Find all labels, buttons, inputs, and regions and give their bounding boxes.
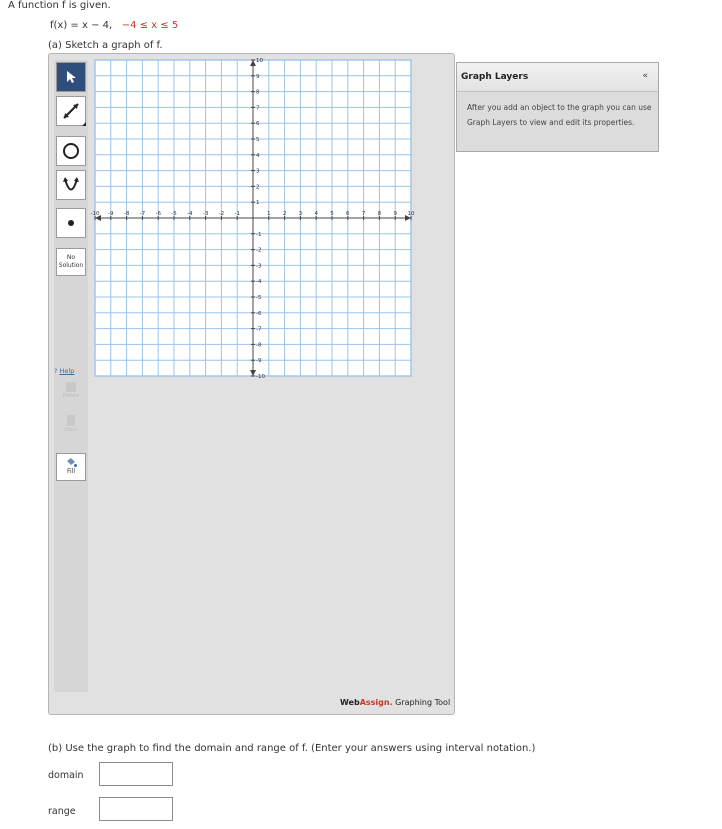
y-tick-label: 9 bbox=[256, 73, 260, 80]
fill-label: Fill bbox=[66, 468, 75, 475]
range-field[interactable] bbox=[99, 797, 173, 821]
fill-icon bbox=[65, 458, 77, 468]
help-icon: ? bbox=[54, 367, 58, 375]
y-tick-label: 2 bbox=[256, 184, 260, 191]
parabola-tool[interactable] bbox=[56, 170, 86, 200]
pointer-icon bbox=[64, 70, 78, 84]
problem-intro: A function f is given. bbox=[8, 0, 111, 11]
point-icon bbox=[66, 218, 76, 228]
circle-tool[interactable] bbox=[56, 136, 86, 166]
x-tick-label: -4 bbox=[187, 211, 193, 217]
y-tick-label: -7 bbox=[256, 326, 262, 333]
no-solution-label-1: No bbox=[66, 254, 76, 261]
webassign-logo bbox=[340, 698, 450, 707]
y-tick-label: -4 bbox=[256, 279, 262, 286]
fill-button[interactable] bbox=[56, 453, 86, 481]
y-tick-label: 3 bbox=[256, 168, 260, 175]
y-tick-label: -3 bbox=[256, 263, 262, 270]
graph-canvas[interactable] bbox=[90, 58, 415, 380]
x-tick-label: 7 bbox=[361, 211, 366, 217]
x-tick-label: -3 bbox=[202, 211, 209, 217]
function-definition bbox=[50, 20, 178, 31]
y-tick-label: -9 bbox=[256, 358, 262, 365]
x-tick-label: 3 bbox=[298, 211, 303, 217]
y-tick-label: 8 bbox=[256, 89, 260, 96]
function-domain: −4 ≤ x ≤ 5 bbox=[121, 20, 179, 31]
clear-label: Clear bbox=[64, 427, 78, 433]
x-tick-label: -9 bbox=[108, 211, 114, 217]
x-tick-label: 2 bbox=[282, 211, 287, 217]
no-solution-button[interactable] bbox=[56, 248, 86, 276]
graph-layers-header bbox=[457, 63, 658, 92]
x-tick-label: 9 bbox=[393, 211, 397, 217]
part-b-label: (b) Use the graph to find the domain and range of f. (Enter your answers using interval notation.) bbox=[48, 743, 536, 754]
y-tick-label: 1 bbox=[256, 200, 260, 207]
range-label: range bbox=[48, 806, 76, 817]
logo-web: Web bbox=[340, 698, 360, 707]
part-a-label: (a) Sketch a graph of f. bbox=[48, 40, 163, 51]
x-tick-label: -5 bbox=[171, 211, 177, 217]
point-tool[interactable] bbox=[56, 208, 86, 238]
y-tick-label: 6 bbox=[256, 121, 260, 128]
x-tick-label: 1 bbox=[267, 211, 271, 217]
x-tick-label: 8 bbox=[377, 211, 382, 217]
x-tick-label: -10 bbox=[90, 211, 100, 217]
y-tick-label: -2 bbox=[256, 247, 262, 254]
help-label: Help bbox=[59, 367, 75, 375]
line-tool[interactable] bbox=[56, 96, 86, 126]
y-tick-label: -6 bbox=[256, 310, 262, 317]
trash-icon bbox=[67, 415, 75, 426]
y-tick-label: 4 bbox=[256, 152, 260, 159]
y-tick-label: 7 bbox=[256, 105, 260, 112]
graph-toolbar bbox=[54, 60, 88, 692]
clear-button[interactable] bbox=[54, 415, 88, 433]
function-formula: f(x) = x − 4, bbox=[50, 20, 113, 31]
help-link[interactable] bbox=[54, 367, 74, 375]
line-icon bbox=[60, 100, 82, 122]
circle-icon bbox=[61, 141, 81, 161]
no-solution-label-2: Solution bbox=[58, 262, 84, 269]
collapse-icon[interactable]: « bbox=[642, 71, 648, 81]
domain-label: domain bbox=[48, 770, 84, 781]
y-tick-label: 10 bbox=[256, 58, 263, 64]
logo-rest: Graphing Tool bbox=[392, 698, 451, 707]
x-tick-label: -1 bbox=[234, 211, 240, 217]
y-tick-label: -5 bbox=[256, 295, 262, 301]
graph-layers-panel bbox=[456, 62, 659, 152]
delete-label: Delete bbox=[62, 393, 80, 399]
x-tick-label: -2 bbox=[218, 211, 225, 217]
logo-assign: Assign. bbox=[359, 698, 393, 707]
graph-layers-help-text: After you add an object to the graph you can use Graph Layers to view and edit its properties. bbox=[467, 103, 652, 127]
pointer-tool[interactable] bbox=[56, 62, 86, 92]
x-tick-label: 5 bbox=[330, 211, 334, 217]
x-tick-label: 6 bbox=[346, 211, 350, 217]
y-tick-label: -10 bbox=[256, 374, 265, 380]
y-tick-label: 5 bbox=[256, 137, 260, 143]
delete-button[interactable] bbox=[54, 382, 88, 399]
y-tick-label: -8 bbox=[256, 342, 262, 349]
y-tick-label: -1 bbox=[256, 231, 262, 238]
x-tick-label: -6 bbox=[155, 211, 161, 217]
x-tick-label: -8 bbox=[123, 211, 130, 217]
graph-layers-title: Graph Layers bbox=[461, 72, 529, 82]
x-tick-label: -7 bbox=[139, 211, 146, 217]
parabola-icon bbox=[60, 174, 82, 196]
delete-icon bbox=[66, 382, 76, 392]
x-tick-label: 10 bbox=[407, 211, 415, 217]
x-tick-label: 4 bbox=[314, 211, 318, 217]
domain-field[interactable] bbox=[99, 762, 173, 786]
